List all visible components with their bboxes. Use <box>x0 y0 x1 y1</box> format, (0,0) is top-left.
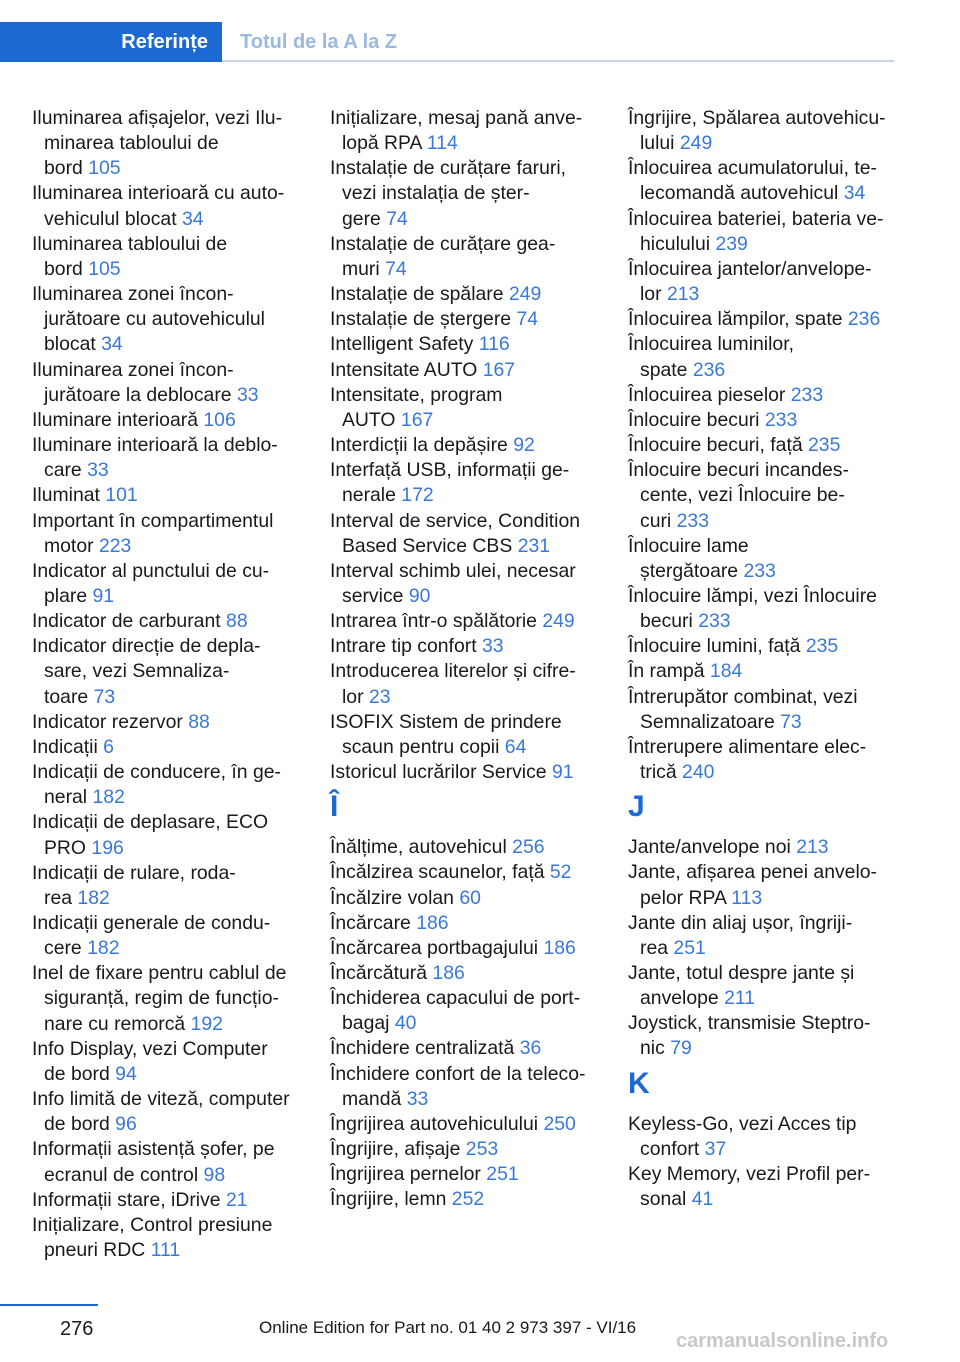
index-entry <box>628 634 904 659</box>
entry-text: rea <box>44 886 73 909</box>
page-link[interactable]: 34 <box>181 207 204 230</box>
page-link[interactable]: 172 <box>401 484 434 507</box>
entry-text: Instalație de curățare gea- <box>330 232 556 255</box>
entry-text: hiculului <box>640 232 711 255</box>
entry-text: Info limită de viteză, computer <box>32 1088 290 1111</box>
entry-text: Instalație de spălare <box>330 283 504 306</box>
entry-text: sonal <box>640 1188 687 1211</box>
entry-text: Iluminare interioară la deblo- <box>32 434 278 457</box>
index-entry <box>628 860 904 910</box>
entry-text: lor <box>640 283 662 306</box>
entry-text: Interval de service, Condition <box>330 509 581 532</box>
page-link[interactable]: 251 <box>673 936 706 959</box>
index-entry <box>330 433 606 458</box>
index-entry <box>628 257 904 307</box>
entry-text: Instalație de curățare faruri, <box>330 157 567 180</box>
entry-text: ecranul de control <box>44 1163 199 1186</box>
entry-text: nare cu remorcă <box>44 1012 186 1035</box>
page-link[interactable]: 74 <box>516 308 539 331</box>
entry-text: de bord <box>44 1113 110 1136</box>
entry-text: Interdicții la depășire <box>330 434 508 457</box>
entry-text: pneuri RDC <box>44 1239 146 1262</box>
entry-text: Info Display, vezi Computer <box>32 1037 268 1060</box>
page-link[interactable]: 52 <box>549 861 572 884</box>
page-link[interactable]: 223 <box>98 534 132 557</box>
entry-text: Încărcare <box>330 911 411 934</box>
index-entry <box>32 181 302 231</box>
entry-text: Întrerupere alimentare elec- <box>628 735 867 758</box>
entry-text: Iluminare interioară <box>32 408 198 431</box>
entry-text: Indicator direcție de depla- <box>32 635 261 658</box>
entry-text: Informații stare, iDrive <box>32 1188 221 1211</box>
page-link[interactable]: 167 <box>482 358 516 381</box>
page-link[interactable]: 251 <box>486 1163 519 1186</box>
entry-text: neral <box>44 786 88 809</box>
entry-text: jurătoare cu autovehiculul <box>44 308 265 331</box>
entry-text: Înlocuire lumini, față <box>628 635 801 658</box>
entry-text: Instalație de ștergere <box>330 308 512 331</box>
page-link[interactable]: 192 <box>190 1012 223 1035</box>
entry-text: Înlocuirea acumulatorului, te- <box>628 157 877 180</box>
page-link[interactable]: 88 <box>188 710 210 733</box>
entry-text: bagaj <box>342 1012 390 1035</box>
index-entry <box>628 735 904 785</box>
index-entry <box>628 383 904 408</box>
entry-text: rea <box>640 936 669 959</box>
entry-text: Întrerupător combinat, vezi <box>628 685 858 708</box>
entry-text: Indicații de deplasare, ECO <box>32 811 269 834</box>
entry-text: Încălzire volan <box>330 886 454 909</box>
entry-text: Înălțime, autovehicul <box>330 836 507 859</box>
footer-rule <box>0 1304 98 1306</box>
entry-text: spate <box>640 358 688 381</box>
page-link[interactable]: 96 <box>115 1113 137 1136</box>
page-link[interactable]: 253 <box>465 1138 499 1161</box>
entry-text: Îngrijire, lemn <box>330 1188 447 1211</box>
index-entry <box>628 207 904 257</box>
entry-text: bord <box>44 257 83 280</box>
watermark: carmanualsonline.info <box>676 1330 889 1352</box>
index-entry <box>330 710 606 760</box>
entry-text: Intrare tip confort <box>330 635 477 658</box>
entry-text: Înlocuire becuri, față <box>628 434 803 457</box>
index-entry <box>330 936 606 961</box>
entry-text: Indicații de conducere, în ge- <box>32 761 282 784</box>
page-link[interactable]: 240 <box>682 761 715 784</box>
index-entry <box>32 433 302 483</box>
entry-text: Încărcătură <box>330 962 428 984</box>
page-link[interactable]: 186 <box>432 962 465 984</box>
page-link[interactable]: 186 <box>416 911 449 934</box>
index-entry <box>330 232 606 282</box>
entry-text: anvelope <box>640 987 719 1010</box>
entry-text: Jante, afișarea penei anvelo- <box>628 861 878 884</box>
entry-text: vezi instalația de șter- <box>342 182 530 205</box>
page-link[interactable]: 184 <box>709 660 743 683</box>
page-link[interactable]: 213 <box>666 283 700 306</box>
entry-text: ISOFIX Sistem de prindere <box>330 710 562 733</box>
entry-text: Închidere confort de la teleco- <box>330 1062 586 1085</box>
entry-text: jurătoare la deblocare <box>44 383 232 406</box>
index-entry <box>330 509 606 559</box>
index-entry <box>32 735 302 760</box>
index-entry <box>628 458 904 533</box>
entry-text: Îngrijire, Spălarea autovehicu- <box>628 107 886 129</box>
entry-text: pelor RPA <box>640 886 726 909</box>
entry-text: Inel de fixare pentru cablul de <box>32 962 287 985</box>
page-number: 276 <box>60 1318 94 1340</box>
entry-text: Key Memory, vezi Profil per- <box>628 1162 871 1185</box>
index-entry <box>330 835 606 860</box>
page-link[interactable]: 236 <box>847 308 881 331</box>
page-link[interactable]: 250 <box>543 1112 576 1135</box>
page-link[interactable]: 213 <box>796 836 829 859</box>
entry-text: PRO <box>44 836 87 859</box>
page-link[interactable]: 114 <box>426 132 458 155</box>
page-link[interactable]: 233 <box>698 610 731 633</box>
page-link[interactable]: 106 <box>203 408 236 431</box>
header-rule <box>222 60 894 62</box>
entry-text: Înlocuirea pieselor <box>628 383 786 406</box>
index-entry <box>330 986 606 1036</box>
index-entry <box>330 458 606 508</box>
index-entry <box>628 106 904 156</box>
index-entry <box>32 961 302 1036</box>
page-link[interactable]: 167 <box>400 408 434 431</box>
entry-text: Iluminarea zonei încon- <box>32 283 234 306</box>
page-link[interactable]: 6 <box>103 735 114 758</box>
page-link[interactable]: 40 <box>394 1012 417 1035</box>
entry-text: Indicații de rulare, roda- <box>32 861 236 884</box>
entry-text: Jante din aliaj ușor, îngriji- <box>628 911 853 934</box>
index-entry <box>32 408 302 433</box>
page-link[interactable]: 33 <box>481 635 504 658</box>
page-link[interactable]: 74 <box>385 257 407 280</box>
entry-text: bord <box>44 157 83 180</box>
page-link[interactable]: 233 <box>676 509 709 532</box>
index-entry <box>32 1087 302 1137</box>
entry-text: Iluminarea interioară cu auto- <box>32 182 285 205</box>
page-link[interactable]: 256 <box>512 836 545 859</box>
index-entry <box>330 307 606 332</box>
index-entry <box>32 282 302 357</box>
entry-text: Jante/anvelope noi <box>628 836 791 859</box>
entry-text: Interval schimb ulei, necesar <box>330 559 576 582</box>
page-link[interactable]: 33 <box>87 459 109 482</box>
index-entry <box>32 609 302 634</box>
entry-text: de bord <box>44 1062 110 1085</box>
index-entry <box>628 408 904 433</box>
entry-text: Înlocuirea bateriei, bateria ve- <box>628 207 884 230</box>
page-link[interactable]: 33 <box>406 1087 429 1110</box>
entry-text: Indicații <box>32 735 98 758</box>
entry-text: Semnalizatoare <box>640 710 775 733</box>
page-link[interactable]: 231 <box>517 534 551 557</box>
entry-text: Închidere centralizată <box>330 1037 515 1060</box>
header-bar <box>0 0 960 62</box>
index-entry <box>628 685 904 735</box>
page-link[interactable]: 37 <box>704 1137 727 1160</box>
index-entry <box>628 584 904 634</box>
index-entry <box>330 1162 606 1187</box>
page-link[interactable]: 182 <box>87 937 120 960</box>
page-link[interactable]: 91 <box>92 584 115 607</box>
index-entry <box>330 1036 606 1061</box>
page-link[interactable]: 186 <box>543 936 576 959</box>
entry-text: cere <box>44 937 82 960</box>
index-entry <box>628 1112 904 1162</box>
entry-text: Iluminarea zonei încon- <box>32 358 234 381</box>
index-entry <box>330 886 606 911</box>
index-entry <box>628 1162 904 1212</box>
entry-text: gere <box>342 207 381 230</box>
index-entry <box>628 534 904 584</box>
index-entry <box>32 106 302 181</box>
page-link[interactable]: 111 <box>150 1239 181 1262</box>
index-entry <box>628 433 904 458</box>
entry-text: scaun pentru copii <box>342 735 500 758</box>
index-entry <box>330 634 606 659</box>
index-entry <box>628 911 904 961</box>
index-entry <box>628 961 904 1011</box>
page-link[interactable]: 182 <box>77 886 110 909</box>
entry-text: Înlocuire lame <box>628 534 749 557</box>
index-entry <box>32 1188 302 1213</box>
entry-text: Înlocuirea luminilor, <box>628 333 794 356</box>
section-letter: K <box>628 1066 650 1100</box>
entry-text: Intensitate, program <box>330 383 503 406</box>
entry-text: becuri <box>640 610 693 633</box>
page-link[interactable]: 36 <box>519 1037 542 1060</box>
index-entry <box>32 1213 302 1263</box>
entry-text: confort <box>640 1137 700 1160</box>
entry-text: minarea tabloului de <box>44 132 219 155</box>
entry-text: Închiderea capacului de port- <box>330 987 581 1010</box>
page-link[interactable]: 60 <box>459 886 481 909</box>
edition-text: Online Edition for Part no. 01 40 2 973 397 - VI/16 <box>259 1318 637 1337</box>
index-entry <box>628 156 904 206</box>
entry-text: plare <box>44 584 88 607</box>
index-entry <box>628 307 904 332</box>
index-entry <box>628 332 904 382</box>
index-entry <box>32 760 302 810</box>
page-link[interactable]: 249 <box>542 610 575 633</box>
index-entry <box>330 659 606 709</box>
page-link[interactable]: 41 <box>691 1188 714 1211</box>
index-entry <box>330 1112 606 1137</box>
index-entry <box>330 1062 606 1112</box>
page-link[interactable]: 94 <box>115 1062 137 1085</box>
page-link[interactable]: 34 <box>101 333 123 356</box>
index-entry <box>32 358 302 408</box>
entry-text: Înlocuire becuri <box>628 408 760 431</box>
index-entry <box>330 1187 606 1212</box>
entry-text: Intrarea într-o spălătorie <box>330 610 537 633</box>
entry-text: Înlocuire lămpi, vezi Înlocuire <box>628 584 877 607</box>
page-link[interactable]: 73 <box>780 710 802 733</box>
page-link[interactable]: 249 <box>679 132 713 155</box>
entry-text: mandă <box>342 1087 402 1110</box>
page-link[interactable]: 23 <box>368 685 391 708</box>
page-link[interactable]: 249 <box>508 283 542 306</box>
entry-text: Indicator rezervor <box>32 710 183 733</box>
page-link[interactable]: 116 <box>478 333 510 356</box>
page-link[interactable]: 74 <box>386 207 408 230</box>
entry-text: Based Service CBS <box>342 534 513 557</box>
section-letter: Î <box>330 790 339 824</box>
index-entry <box>32 861 302 911</box>
entry-text: Informații asistență șofer, pe <box>32 1138 275 1161</box>
entry-text: Intelligent Safety <box>330 333 474 356</box>
entry-text: curi <box>640 509 672 532</box>
index-column-1 <box>32 106 302 1263</box>
entry-text: Iluminarea tabloului de <box>32 232 228 255</box>
index-entry <box>330 1137 606 1162</box>
index-entry <box>32 559 302 609</box>
entry-text: În rampă <box>628 660 705 683</box>
entry-text: Iluminarea afișajelor, vezi Ilu- <box>32 107 283 129</box>
page-link[interactable]: 113 <box>731 886 763 909</box>
entry-text: Introducerea literelor și cifre- <box>330 660 576 683</box>
index-entry <box>32 810 302 860</box>
page-link[interactable]: 88 <box>226 610 248 633</box>
entry-text: lor <box>342 685 364 708</box>
page-link[interactable]: 21 <box>225 1188 248 1211</box>
index-entry <box>330 383 606 433</box>
page-link[interactable]: 91 <box>551 761 574 784</box>
index-entry <box>628 659 904 684</box>
index-entry <box>32 1137 302 1187</box>
page-link[interactable]: 92 <box>513 434 535 457</box>
page-link[interactable]: 34 <box>843 182 866 205</box>
page-link[interactable]: 236 <box>692 358 726 381</box>
entry-text: siguranță, regim de funcțio- <box>44 987 279 1010</box>
index-entry <box>628 835 904 860</box>
index-entry <box>330 911 606 936</box>
index-entry <box>330 609 606 634</box>
index-entry <box>330 156 606 231</box>
index-entry <box>32 710 302 735</box>
entry-text: sare, vezi Semnaliza- <box>44 660 230 683</box>
index-entry <box>32 509 302 559</box>
entry-text: AUTO <box>342 408 396 431</box>
entry-text: nerale <box>342 484 396 507</box>
page-link[interactable]: 64 <box>504 735 527 758</box>
page-link[interactable]: 233 <box>790 383 824 406</box>
entry-text: Indicații generale de condu- <box>32 912 271 934</box>
index-entry <box>628 1011 904 1061</box>
page-link[interactable]: 101 <box>105 484 138 507</box>
entry-text: trică <box>640 761 677 784</box>
entry-text: Iluminat <box>32 484 100 507</box>
page-link[interactable]: 98 <box>203 1163 226 1186</box>
entry-text: Joystick, transmisie Steptro- <box>628 1012 871 1035</box>
tab-a-to-z[interactable]: Totul de la A la Z <box>240 30 398 53</box>
entry-text: Interfață USB, informații ge- <box>330 459 570 482</box>
entry-text: Îngrijirea autovehiculului <box>330 1112 539 1135</box>
index-entry <box>32 911 302 961</box>
entry-text: lului <box>640 132 675 155</box>
page-link[interactable]: 211 <box>724 987 756 1010</box>
entry-text: Înlocuirea jantelor/anvelope- <box>628 257 872 280</box>
page-link[interactable]: 233 <box>764 408 798 431</box>
entry-text: Important în compartimentul <box>32 509 274 532</box>
entry-text: Înlocuire becuri incandes- <box>628 459 849 482</box>
section-letter: J <box>628 790 645 824</box>
page-link[interactable]: 105 <box>88 257 121 280</box>
entry-text: vehiculul blocat <box>44 207 177 230</box>
entry-text: Jante, totul despre jante și <box>628 962 855 984</box>
index-entry <box>32 483 302 508</box>
index-column-3 <box>628 106 904 1212</box>
entry-text: Istoricul lucrărilor Service <box>330 761 547 784</box>
index-entry <box>330 961 606 986</box>
entry-text: Intensitate AUTO <box>330 358 478 381</box>
entry-text: care <box>44 459 82 482</box>
entry-text: motor <box>44 534 94 557</box>
index-entry <box>330 282 606 307</box>
entry-text: blocat <box>44 333 96 356</box>
page-link[interactable]: 196 <box>91 836 124 859</box>
entry-text: Inițializare, mesaj pană anve- <box>330 107 583 129</box>
page-link[interactable]: 252 <box>451 1188 485 1211</box>
page-link[interactable]: 235 <box>808 434 841 457</box>
entry-text: muri <box>342 257 380 280</box>
page-link[interactable]: 79 <box>670 1037 692 1060</box>
index-column-2 <box>330 106 606 1213</box>
index-entry <box>32 232 302 282</box>
entry-text: Încălzirea scaunelor, față <box>330 861 545 884</box>
entry-text: cente, vezi Înlocuire be- <box>640 484 845 507</box>
entry-text: Keyless-Go, vezi Acces tip <box>628 1112 857 1135</box>
index-entry <box>32 634 302 709</box>
entry-text: nic <box>640 1037 665 1060</box>
page-link[interactable]: 105 <box>88 157 121 180</box>
index-entry <box>330 860 606 885</box>
entry-text: Inițializare, Control presiune <box>32 1213 273 1236</box>
entry-text: Îngrijirea pernelor <box>330 1163 481 1186</box>
page-link[interactable]: 235 <box>805 635 839 658</box>
entry-text: Indicator de carburant <box>32 610 221 633</box>
page-link[interactable]: 233 <box>743 559 776 582</box>
index-entry <box>330 358 606 383</box>
index-entry <box>330 760 606 785</box>
tab-references[interactable]: Referințe <box>0 22 222 62</box>
entry-text: toare <box>44 685 89 708</box>
entry-text: Încărcarea portbagajului <box>330 936 539 959</box>
page-link[interactable]: 239 <box>715 232 748 255</box>
page-link[interactable]: 182 <box>92 786 125 809</box>
entry-text: ștergătoare <box>640 559 739 582</box>
entry-text: lopă RPA <box>342 132 422 155</box>
index-entry <box>330 332 606 357</box>
page-link[interactable]: 90 <box>408 584 431 607</box>
entry-text: lecomandă autovehicul <box>640 182 839 205</box>
index-entry <box>330 106 606 156</box>
index-entry <box>32 1037 302 1087</box>
entry-text: Înlocuirea lămpilor, spate <box>628 308 843 331</box>
entry-text: Îngrijire, afișaje <box>330 1138 461 1161</box>
page-link[interactable]: 33 <box>236 383 259 406</box>
page-link[interactable]: 73 <box>93 685 116 708</box>
entry-text: Indicator al punctului de cu- <box>32 559 270 582</box>
index-entry <box>330 559 606 609</box>
entry-text: service <box>342 584 404 607</box>
